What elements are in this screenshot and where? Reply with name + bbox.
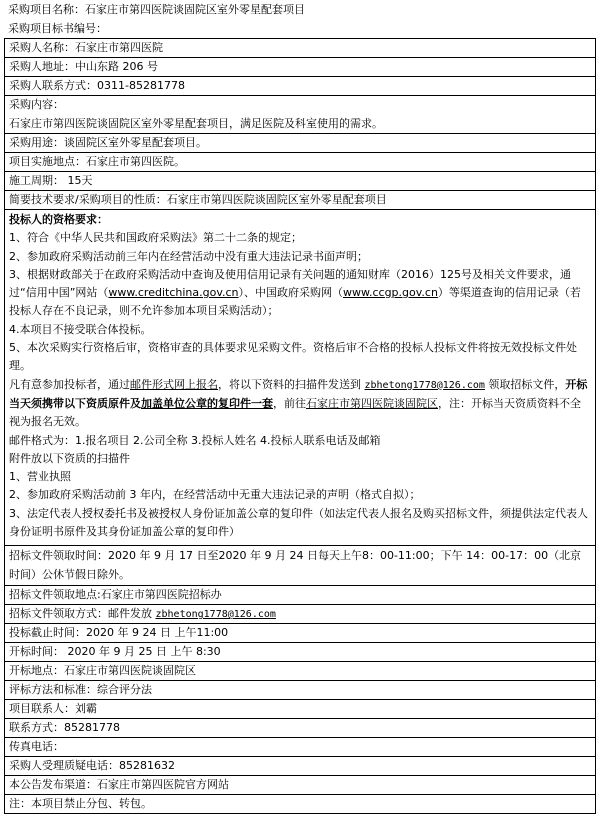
open-time-row: 开标时间： 2020 年 9 月 25 日 上午 8:30 bbox=[5, 643, 596, 662]
doc-method-row bbox=[5, 605, 596, 624]
project-name-line: 采购项目名称：石家庄市第四医院谈固院区室外零星配套项目 bbox=[8, 3, 305, 16]
reg-text-c: 领取招标文件， bbox=[484, 377, 566, 391]
attachment-intro: 附件放以下资质的扫描件 bbox=[9, 451, 130, 465]
nature-row: 简要技术要求/采购项目的性质：石家庄市第四医院谈固院区室外零星配套项目 bbox=[5, 191, 596, 210]
attachment-item-3: 3、法定代表人授权委托书及被授权人身份证加盖公章的复印件（如法定代表人报名及购买招标文件，须提供法定代表人身份证明书原件及其身份证加盖公章的复印件） bbox=[9, 506, 588, 539]
purchaser-contact-row: 采购人联系方式：0311-85281778 bbox=[5, 77, 596, 96]
reg-text-b: ，将以下资料的扫描件发送到 bbox=[218, 377, 365, 391]
reg-bold-2: 加盖单位公章的复印件一套 bbox=[141, 396, 273, 410]
reg-method: 邮件形式网上报名 bbox=[130, 377, 218, 391]
qualifications-block bbox=[5, 210, 596, 546]
qualification-item-1: 1、符合《中华人民共和国政府采购法》第二十二条的规定； bbox=[9, 231, 302, 245]
open-location-row: 开标地点：石家庄市第四医院谈固院区 bbox=[5, 662, 596, 681]
purchaser-name-row: 采购人名称：石家庄市第四医院 bbox=[5, 39, 596, 58]
creditchina-link[interactable]: www.creditchina.gov.cn bbox=[108, 286, 239, 300]
qualification-item-5: 5、本次采购实行资格后审，资格审查的具体要求见采购文件。资格后审不合格的投标人投标文件将按无效投标文件处理。 bbox=[9, 341, 577, 373]
item3-text-a: 3、根据财政部关于在政府采购活动中查询及使用信用记录有关问题的通知财库（2016）125号及相关文件要求，通过“信用中国”网站（ bbox=[9, 267, 571, 300]
reg-text-d: ，前往 bbox=[273, 396, 306, 410]
attachment-item-2: 2、参加政府采购活动前 3 年内，在经营活动中无重大违法记录的声明（格式自拟）； bbox=[9, 488, 421, 502]
channel-row: 本公告发布渠道：石家庄市第四医院官方网站 bbox=[5, 776, 596, 795]
content-label: 采购内容： bbox=[9, 98, 64, 111]
complaint-phone-row: 采购人受理质疑电话：85281632 bbox=[5, 757, 596, 776]
notes-row: 注：本项目禁止分包、转包。 bbox=[5, 795, 596, 814]
registration-paragraph bbox=[9, 376, 591, 432]
announcement-table bbox=[4, 38, 596, 814]
item3-text-c: ）等渠道查询的信用记录（若投标人存在不良记录，则不允许参加本项目采购活动）； bbox=[9, 286, 581, 318]
bid-number-line: 采购项目标书编号： bbox=[8, 22, 107, 35]
purchaser-address-row: 采购人地址：中山东路 206 号 bbox=[5, 58, 596, 77]
qualifications-title: 投标人的资格要求： bbox=[9, 213, 108, 226]
item3-text-b: ）、中国政府采购网（ bbox=[238, 286, 343, 300]
fax-row: 传真电话： bbox=[5, 738, 596, 757]
deadline-row: 投标截止时间：2020 年 9 24 日 上午11:00 bbox=[5, 624, 596, 643]
qualification-item-4: 4.本项目不接受联合体投标。 bbox=[9, 322, 152, 336]
period-row: 施工周期： 15天 bbox=[5, 172, 596, 191]
contact-phone-row: 联系方式：85281778 bbox=[5, 719, 596, 738]
ccgp-link[interactable]: www.ccgp.gov.cn bbox=[343, 286, 438, 300]
mail-format: 邮件格式为：1.报名项目 2.公司全称 3.投标人姓名 4.投标人联系电话及邮箱 bbox=[9, 433, 381, 447]
attachment-item-1: 1、营业执照 bbox=[9, 470, 71, 484]
doc-location-row: 招标文件领取地点:石家庄市第四医院招标办 bbox=[5, 586, 596, 605]
content-row bbox=[5, 96, 596, 134]
contact-person-row: 项目联系人：刘霸 bbox=[5, 700, 596, 719]
content-text: 石家庄市第四医院谈固院区室外零星配套项目，满足医院及科室使用的需求。 bbox=[9, 116, 383, 130]
reg-text-a: 凡有意参加投标者，通过 bbox=[9, 377, 130, 391]
reg-place: 石家庄市第四医院谈固院区 bbox=[306, 396, 438, 410]
reg-bold-1: 开标当天须携带以下资质原件及 bbox=[9, 377, 588, 410]
schedule-row: 招标文件领取时间：2020 年 9 月 17 日至2020 年 9 月 24 日每天上午8：00-11:00；下午 14：00-17：00（北京时间）公休节假日除外。 bbox=[5, 546, 596, 586]
reg-text-e: ，注：开标当天资质资料不全视为报名无效。 bbox=[9, 396, 581, 429]
doc-method-label: 招标文件领取方式：邮件发放 bbox=[9, 607, 156, 620]
registration-email-link[interactable]: zbhetong1778@126.com bbox=[364, 379, 485, 391]
location-row: 项目实施地点：石家庄市第四医院。 bbox=[5, 153, 596, 172]
doc-method-email-link[interactable]: zbhetong1778@126.com bbox=[155, 609, 276, 620]
qualification-item-3 bbox=[9, 266, 591, 321]
eval-row: 评标方法和标准：综合评分法 bbox=[5, 681, 596, 700]
usage-row: 采购用途：谈固院区室外零星配套项目。 bbox=[5, 134, 596, 153]
qualification-item-2: 2、参加政府采购活动前三年内在经营活动中没有重大违法记录书面声明； bbox=[9, 249, 368, 263]
